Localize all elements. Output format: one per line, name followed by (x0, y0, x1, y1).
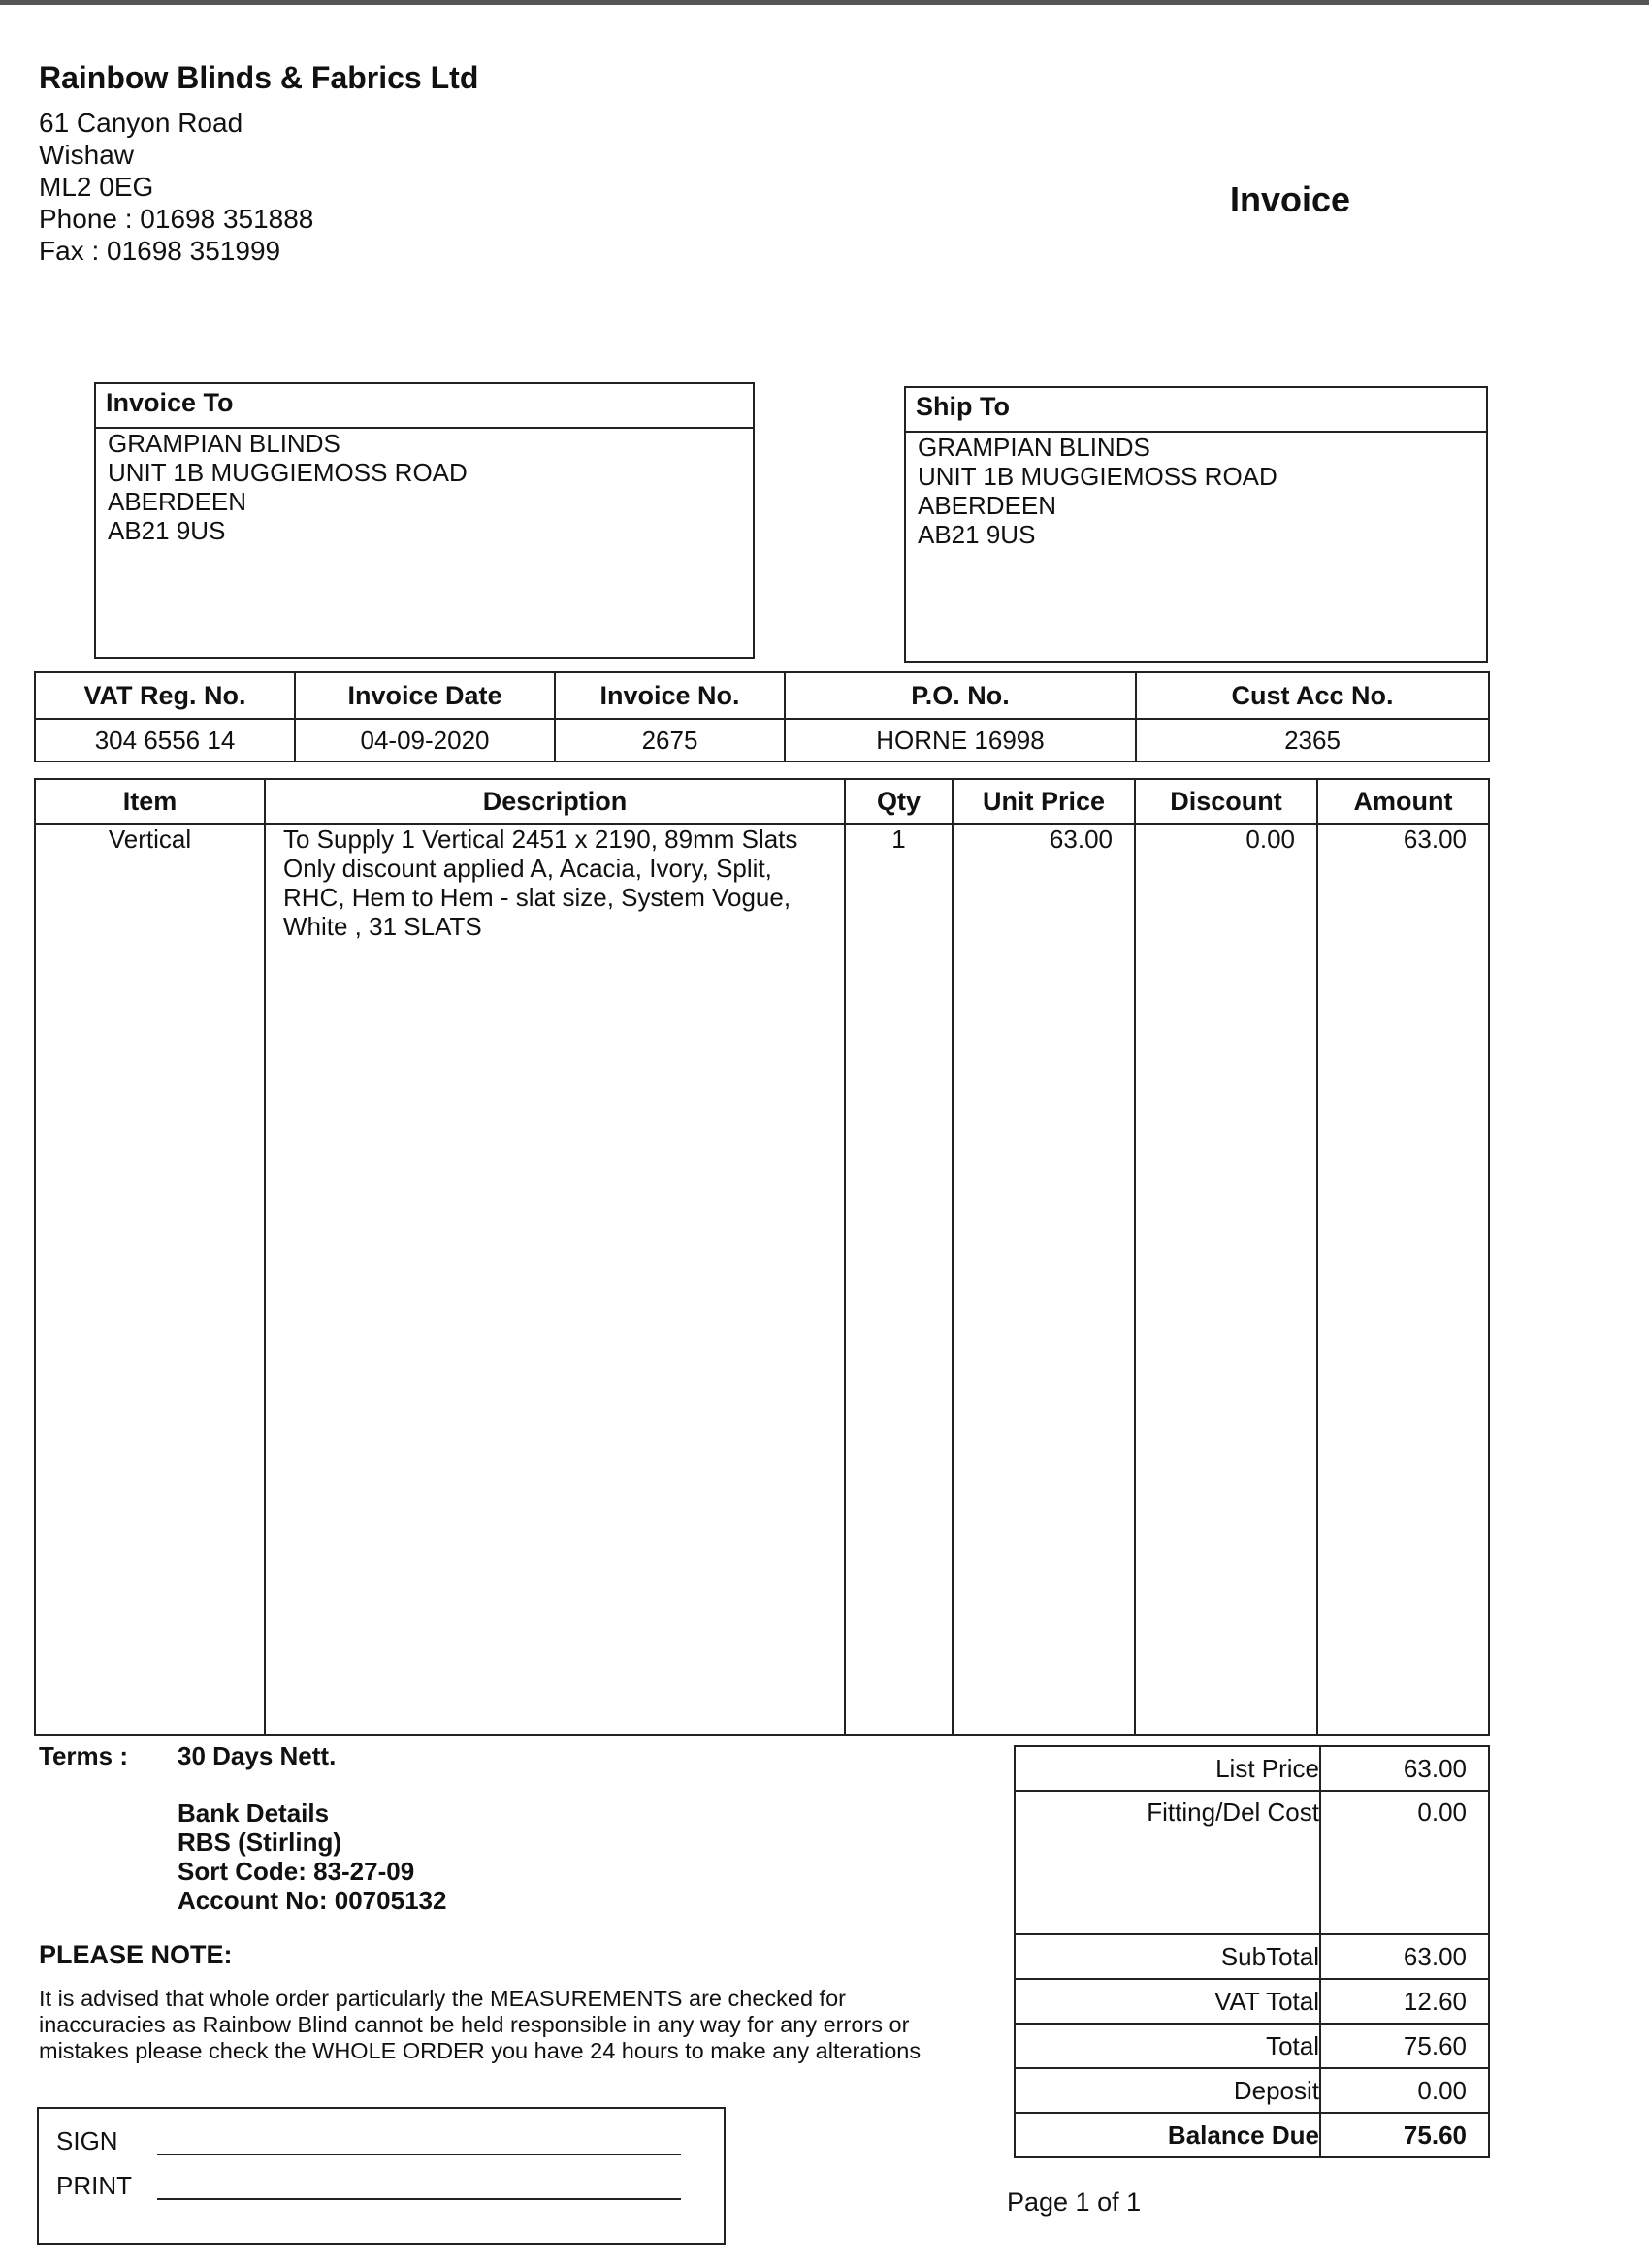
ship-to-line: AB21 9US (918, 520, 1036, 549)
print-label: PRINT (56, 2171, 132, 2200)
terms-value: 30 Days Nett. (178, 1741, 337, 1770)
subtotal-label: SubTotal (1015, 1934, 1320, 1979)
list-price-row (1015, 1746, 1489, 1791)
list-price-label: List Price (1015, 1746, 1320, 1791)
totals-table (1014, 1745, 1490, 2158)
vat-total-value: 12.60 (1320, 1979, 1489, 2024)
total-row (1015, 2024, 1489, 2068)
fitting-value: 0.00 (1320, 1791, 1489, 1934)
description-line: White , 31 SLATS (283, 912, 482, 941)
document-title: Invoice (1230, 179, 1351, 219)
invoice-to-box (94, 382, 755, 659)
sort-code: Sort Code: 83-27-09 (178, 1857, 415, 1886)
discount-cell: 0.00 (1135, 824, 1317, 1735)
sign-label: SIGN (56, 2126, 118, 2155)
deposit-value: 0.00 (1320, 2068, 1489, 2113)
company-fax: Fax : 01698 351999 (39, 236, 281, 266)
fitting-row (1015, 1791, 1489, 1934)
subtotal-value: 63.00 (1320, 1934, 1489, 1979)
vat-reg-header: VAT Reg. No. (35, 672, 295, 719)
balance-due-row (1015, 2113, 1489, 2157)
note-line: It is advised that whole order particularly the MEASUREMENTS are checked for (39, 1986, 846, 2011)
note-line: inaccuracies as Rainbow Blind cannot be held responsible in any way for any errors or (39, 2012, 910, 2037)
amount-cell: 63.00 (1317, 824, 1489, 1735)
unit-price-cell: 63.00 (953, 824, 1135, 1735)
table-row (35, 824, 1489, 1735)
invoice-to-line: ABERDEEN (108, 487, 247, 516)
terms-label: Terms : (39, 1741, 128, 1770)
bank-details-heading: Bank Details (178, 1798, 330, 1828)
invoice-no-header: Invoice No. (555, 672, 785, 719)
account-number: Account No: 00705132 (178, 1886, 447, 1915)
qty-header: Qty (845, 779, 953, 824)
ship-to-box (904, 386, 1488, 663)
vat-total-label: VAT Total (1015, 1979, 1320, 2024)
page-number: Page 1 of 1 (1007, 2187, 1142, 2217)
sign-line[interactable] (157, 2154, 681, 2155)
unit-price-header: Unit Price (953, 779, 1135, 824)
description-line: RHC, Hem to Hem - slat size, System Vogue, (283, 883, 792, 912)
balance-due-value: 75.60 (1320, 2113, 1489, 2157)
invoice-date-header: Invoice Date (295, 672, 555, 719)
po-no-value: HORNE 16998 (785, 719, 1136, 761)
item-cell: Vertical (35, 824, 265, 1735)
note-body (39, 1986, 960, 2064)
balance-due-label: Balance Due (1015, 2113, 1320, 2157)
company-address-line: Wishaw (39, 140, 135, 170)
ship-to-line: ABERDEEN (918, 491, 1057, 520)
cust-acc-header: Cust Acc No. (1136, 672, 1489, 719)
description-cell (265, 824, 845, 1735)
company-name: Rainbow Blinds & Fabrics Ltd (39, 60, 479, 95)
description-line: Only discount applied A, Acacia, Ivory, Split, (283, 854, 772, 883)
description-line: To Supply 1 Vertical 2451 x 2190, 89mm Slats (283, 825, 798, 854)
company-address-line: ML2 0EG (39, 172, 154, 202)
amount-header: Amount (1317, 779, 1489, 824)
print-line[interactable] (157, 2198, 681, 2200)
fitting-label: Fitting/Del Cost (1015, 1791, 1320, 1934)
total-value: 75.60 (1320, 2024, 1489, 2068)
invoice-to-heading: Invoice To (96, 384, 753, 429)
description-header: Description (265, 779, 845, 824)
item-header: Item (35, 779, 265, 824)
line-items-table (34, 778, 1490, 1736)
qty-cell: 1 (845, 824, 953, 1735)
ship-to-line: GRAMPIAN BLINDS (918, 433, 1150, 462)
invoice-date-value: 04-09-2020 (295, 719, 555, 761)
company-phone: Phone : 01698 351888 (39, 204, 314, 234)
po-no-header: P.O. No. (785, 672, 1136, 719)
bank-name: RBS (Stirling) (178, 1828, 341, 1857)
subtotal-row (1015, 1934, 1489, 1979)
ship-to-heading: Ship To (906, 388, 1486, 433)
invoice-to-line: AB21 9US (108, 516, 226, 545)
list-price-value: 63.00 (1320, 1746, 1489, 1791)
invoice-to-line: GRAMPIAN BLINDS (108, 429, 340, 458)
signature-box (37, 2107, 726, 2245)
vat-total-row (1015, 1979, 1489, 2024)
total-label: Total (1015, 2024, 1320, 2068)
deposit-row (1015, 2068, 1489, 2113)
scan-top-edge (0, 0, 1649, 5)
company-address-line: 61 Canyon Road (39, 108, 243, 138)
discount-header: Discount (1135, 779, 1317, 824)
deposit-label: Deposit (1015, 2068, 1320, 2113)
note-line: mistakes please check the WHOLE ORDER you have 24 hours to make any alterations (39, 2038, 922, 2063)
note-title: PLEASE NOTE: (39, 1940, 233, 1969)
invoice-no-value: 2675 (555, 719, 785, 761)
cust-acc-value: 2365 (1136, 719, 1489, 761)
invoice-to-line: UNIT 1B MUGGIEMOSS ROAD (108, 458, 468, 487)
invoice-info-table (34, 671, 1490, 762)
vat-reg-value: 304 6556 14 (35, 719, 295, 761)
ship-to-line: UNIT 1B MUGGIEMOSS ROAD (918, 462, 1277, 491)
